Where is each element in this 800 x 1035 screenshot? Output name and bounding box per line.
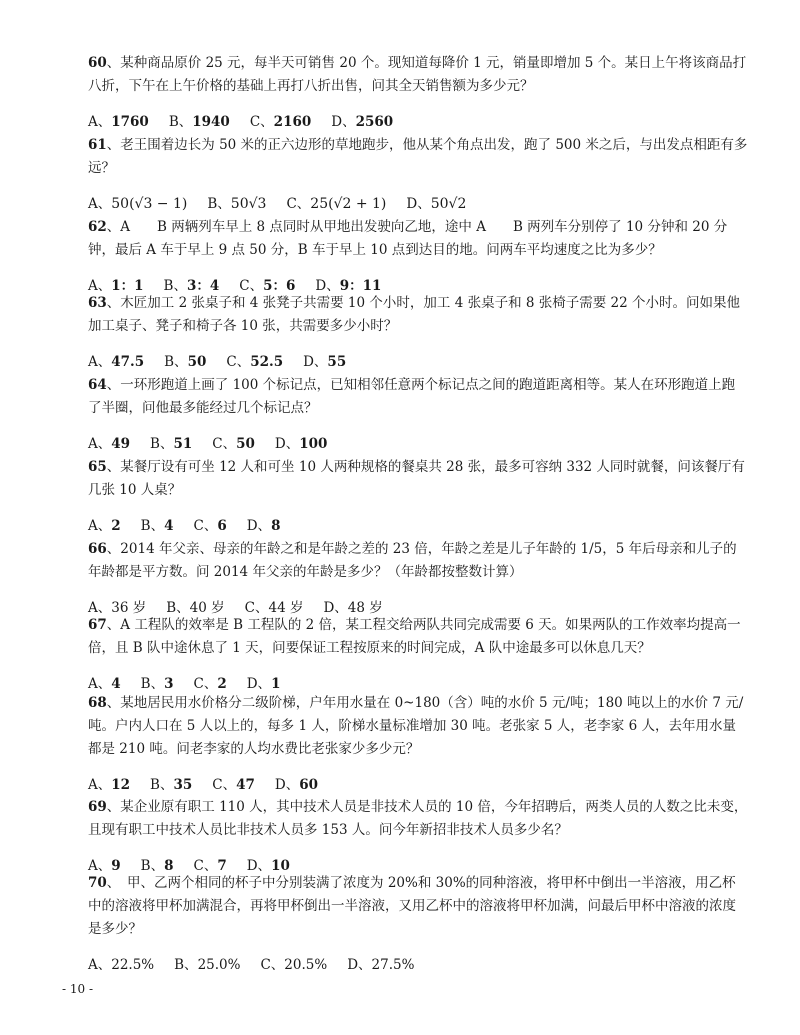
question-62 [88,216,748,296]
question-number: 68 [88,695,107,711]
option-d: D、1 [246,676,281,692]
question-65 [88,456,748,536]
question-number: 70 [88,875,107,891]
option-c: C、2 [193,676,227,692]
option-b: B、8 [140,858,174,874]
question-text: 、2014 年父亲、母亲的年龄之和是年龄之差的 23 倍，年龄之差是儿子年龄的 1/5，5 年后母亲和儿子的年龄都是平方数。问 2014 年父亲的年龄是多少？（年龄都按整数计算） [88,541,737,580]
question-number: 63 [88,295,107,311]
option-d: D、27.5% [347,957,415,973]
question-67 [88,614,748,694]
options [88,775,748,795]
question-text: 、木匠加工 2 张桌子和 4 张凳子共需要 10 个小时，加工 4 张桌子和 8 张椅子需要 22 个小时。问如果他加工桌子、凳子和椅子各 10 张，共需要多少小时？ [88,295,741,334]
options [88,516,748,536]
option-c: C、47 [212,777,255,793]
option-d: D、55 [303,354,347,370]
question-69 [88,796,748,876]
option-b: B、3：4 [163,278,220,294]
option-b: B、1940 [168,114,230,130]
question-number: 61 [88,137,107,153]
option-b: B、35 [150,777,193,793]
option-a: A、2 [88,518,121,534]
option-b: B、50√3 [207,196,267,212]
question-text: 、A 工程队的效率是 B 工程队的 2 倍，某工程交给两队共同完成需要 6 天。如果两队的工作效率均提高一倍，且 B 队中途休息了 1 天，问要保证工程按原来的时间完成，A 队中途最多可以休息几天？ [88,617,741,656]
option-d: D、10 [246,858,290,874]
option-d: D、60 [274,777,319,793]
option-c: C、25(√2 + 1) [286,196,387,212]
question-number: 66 [88,541,107,557]
option-d: D、100 [274,436,328,452]
option-b: B、4 [140,518,174,534]
option-c: C、52.5 [226,354,284,370]
option-a: A、9 [88,858,121,874]
options [88,434,748,454]
question-number: 65 [88,459,107,475]
option-a: A、12 [88,777,131,793]
option-b: B、40 岁 [166,600,225,616]
question-number: 60 [88,55,107,71]
question-number: 64 [88,377,107,393]
options [88,674,748,694]
question-text: 、 甲、乙两个相同的杯子中分别装满了浓度为 20%和 30%的同种溶液，将甲杯中倒出一半溶液，用乙杯中的溶液将甲杯加满混合，再将甲杯倒出一半溶液，又用乙杯中的溶液将甲杯加满，问最后甲杯中溶液的浓度是多少？ [88,875,736,937]
question-64 [88,374,748,454]
option-b: B、51 [150,436,193,452]
question-66 [88,538,748,618]
question-text: 、某地居民用水价格分二级阶梯，户年用水量在 0~180（含）吨的水价 5 元/吨；180 吨以上的水价 7 元/吨。户内人口在 5 人以上的，每多 1 人，阶梯水量标准增加 30 吨。老张家 5 人，老李家 6 人，去年用水量都是 210 吨。问老李家的人均水费比老张家少多少元？ [88,695,744,757]
option-b: B、3 [140,676,174,692]
options [88,352,748,372]
question-text: 、老王围着边长为 50 米的正六边形的草地跑步，他从某个角点出发，跑了 500 米之后，与出发点相距有多远？ [88,137,748,176]
option-a: A、49 [88,436,131,452]
option-a: A、36 岁 [88,600,147,616]
option-c: C、20.5% [260,957,328,973]
option-d: D、2560 [331,114,394,130]
option-a: A、47.5 [88,354,145,370]
question-number: 62 [88,219,107,235]
options [88,194,748,214]
option-d: D、8 [246,518,281,534]
option-c: C、6 [193,518,227,534]
option-a: A、22.5% [88,957,155,973]
option-b: B、25.0% [174,957,241,973]
question-text: 、某种商品原价 25 元，每半天可销售 20 个。现知道每降价 1 元，销量即增加 5 个。某日上午将该商品打八折，下午在上午价格的基础上再打八折出售，问其全天销售额为多少元？ [88,55,747,94]
question-number: 67 [88,617,107,633]
question-text: 、某企业原有职工 110 人，其中技术人员是非技术人员的 10 倍，今年招聘后，两类人员的人数之比未变，且现有职工中技术人员比非技术人员多 153 人。问今年新招非技术人员多少名？ [88,799,748,838]
option-a: A、4 [88,676,121,692]
options [88,955,748,975]
question-61 [88,134,748,214]
page-number: - 10 - [62,982,94,996]
option-b: B、50 [164,354,207,370]
question-text: 、A B 两辆列车早上 8 点同时从甲地出发驶向乙地，途中 A B 两列车分别停了 10 分钟和 20 分钟，最后 A 车于早上 9 点 50 分，B 车于早上 10 点到达目的地。问两车平均速度之比为多少？ [88,219,728,258]
question-60 [88,52,748,132]
option-c: C、5：6 [239,278,296,294]
question-text: 、某餐厅设有可坐 12 人和可坐 10 人两种规格的餐桌共 28 张，最多可容纳 332 人同时就餐，问该餐厅有几张 10 人桌？ [88,459,745,498]
option-c: C、50 [212,436,255,452]
option-c: C、44 岁 [244,600,304,616]
option-a: A、1：1 [88,278,144,294]
option-c: C、2160 [249,114,312,130]
option-a: A、50(√3 − 1) [88,196,188,212]
question-63 [88,292,748,372]
option-c: C、7 [193,858,227,874]
option-d: D、48 岁 [323,600,383,616]
option-d: D、50√2 [406,196,467,212]
options [88,112,748,132]
question-number: 69 [88,799,107,815]
question-68 [88,692,748,795]
question-70 [88,872,748,975]
question-text: 、一环形跑道上画了 100 个标记点，已知相邻任意两个标记点之间的跑道距离相等。某人在环形跑道上跑了半圈，问他最多能经过几个标记点？ [88,377,736,416]
option-a: A、1760 [88,114,149,130]
option-d: D、9：11 [315,278,382,294]
